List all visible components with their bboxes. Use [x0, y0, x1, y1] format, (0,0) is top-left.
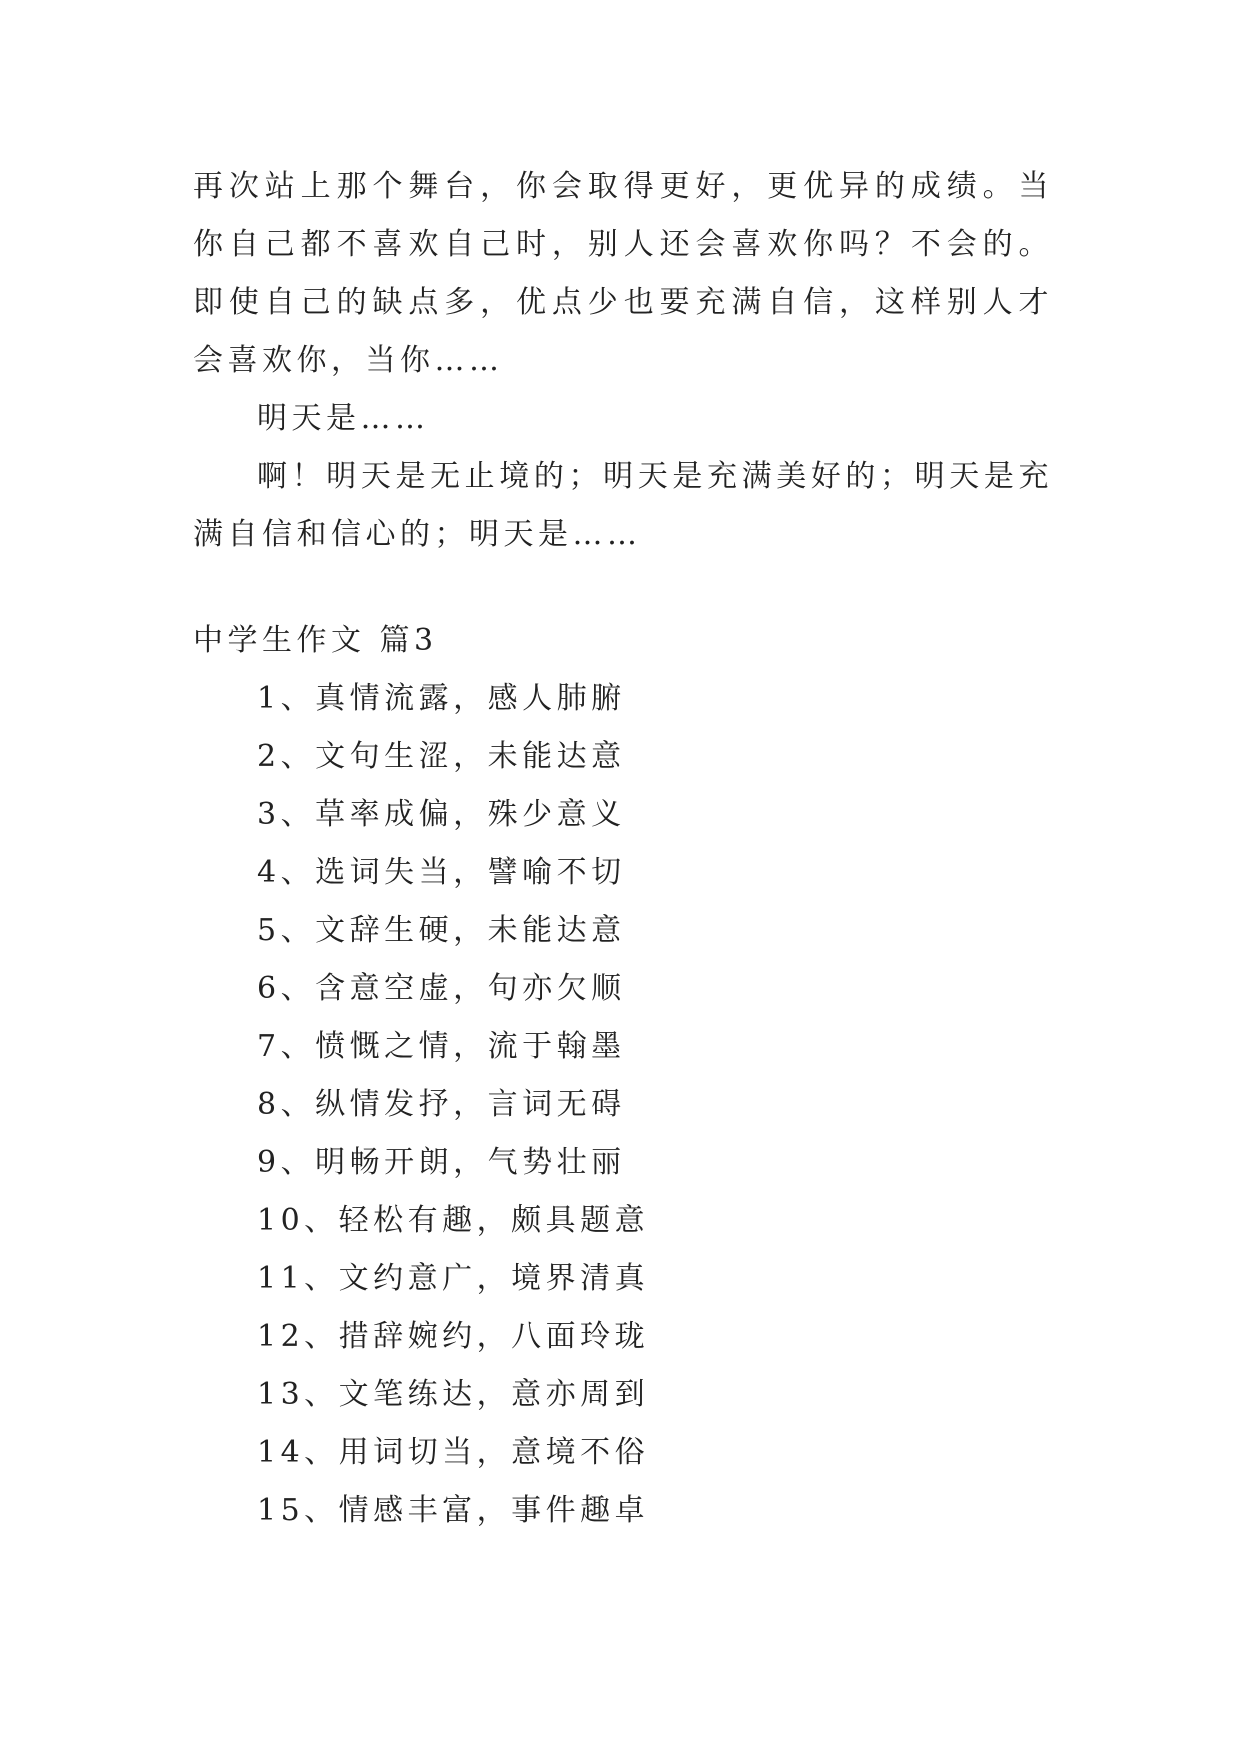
list-item: 1、真情流露，感人肺腑 — [257, 681, 626, 716]
paragraph-continued: 再次站上那个舞台，你会取得更好，更优异的成绩。当你自己都不喜欢自己时，别人还会喜欢你吗？不会的。即使自己的缺点多，优点少也要充满自信，这样别人才会喜欢你，当你…… — [193, 169, 1053, 378]
list-item: 4、选词失当，譬喻不切 — [257, 855, 626, 890]
comment-list — [193, 670, 1053, 1540]
list-item: 6、含意空虚，句亦欠顺 — [257, 971, 626, 1006]
list-item: 11、文约意广，境界清真 — [257, 1261, 650, 1296]
paragraph-tomorrow: 明天是…… — [257, 401, 430, 436]
list-item: 2、文句生涩，未能达意 — [257, 739, 626, 774]
list-item: 7、愤慨之情，流于翰墨 — [257, 1029, 626, 1064]
list-item: 14、用词切当，意境不俗 — [257, 1435, 650, 1470]
document-body — [193, 158, 1053, 1540]
paragraph-exclamation: 啊！明天是无止境的；明天是充满美好的；明天是充满自信和信心的；明天是…… — [193, 459, 1053, 552]
list-item: 9、明畅开朗，气势壮丽 — [257, 1145, 626, 1180]
list-item: 10、轻松有趣，颇具题意 — [257, 1203, 650, 1238]
list-item: 5、文辞生硬，未能达意 — [257, 913, 626, 948]
list-item: 8、纵情发抒，言词无碍 — [257, 1087, 626, 1122]
list-item: 13、文笔练达，意亦周到 — [257, 1377, 650, 1412]
list-item: 15、情感丰富，事件趣卓 — [257, 1493, 650, 1528]
list-item: 3、草率成偏，殊少意义 — [257, 797, 626, 832]
section-title: 中学生作文 篇3 — [193, 623, 438, 658]
list-item: 12、措辞婉约，八面玲珑 — [257, 1319, 650, 1354]
